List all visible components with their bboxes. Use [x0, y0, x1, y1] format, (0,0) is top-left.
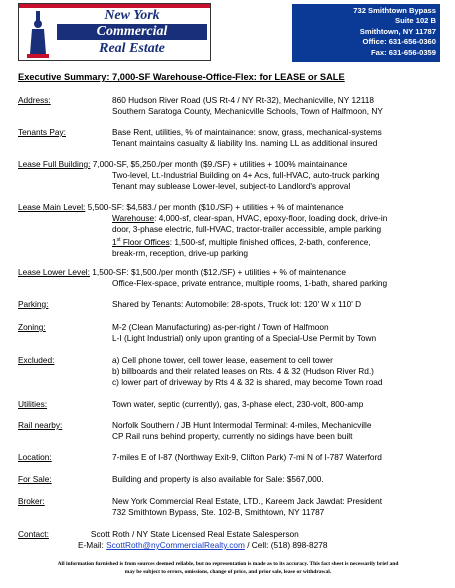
location-line: 7-miles E of I-87 (Northway Exit-9, Clifton Park) 7-mi N of I-787 Waterford: [112, 452, 382, 462]
office-street: 732 Smithtown Bypass: [353, 6, 436, 15]
office-fax: Fax: 631-656-0359: [370, 47, 436, 57]
office-city: Smithtown, NY 11787: [359, 26, 436, 36]
lease-full-terms: 7,000-SF, $5,250./per month ($9./SF) + utilities + 100% maintainance: [92, 159, 348, 169]
logo-line-1: New York: [104, 8, 160, 23]
contact-person: Scott Roth / NY State Licensed Real Estate Salesperson: [90, 529, 299, 539]
location-label: Location:: [18, 452, 52, 462]
for-sale-line: Building and property is also available for Sale: $567,000.: [112, 474, 324, 484]
statue-of-liberty-icon: [23, 10, 53, 58]
broker-label: Broker:: [18, 496, 45, 506]
page-title: [18, 72, 438, 82]
excluded-label: Excluded:: [18, 355, 55, 365]
email-prefix: E-Mail:: [78, 540, 107, 550]
address-line: 860 Hudson River Road (US Rt-4 / NY Rt-32), Mechanicville, NY 12118: [112, 95, 374, 105]
parking-label: Parking:: [18, 299, 49, 309]
lease-main-terms: 5,500-SF: $4,583./ per month ($10./SF) + utilities + % of maintenance: [87, 202, 344, 212]
zoning-line: M-2 (Clean Manufacturing) as-per-right / Town of Halfmoon: [112, 322, 329, 332]
title-prefix: Executive Summary:: [18, 72, 113, 82]
zoning-label: Zoning:: [18, 322, 46, 332]
office-floor-text: : 1,500-sf, multiple finished offices, 2-bath, conference,: [169, 236, 371, 247]
lease-full-line: Tenant may sublease Lower-level, subject-to Landlord's approval: [112, 181, 351, 191]
tenants-pay-line: Tenant maintains casualty & liability Ins. naming LL as additional insured: [112, 138, 378, 148]
lease-full-label: Lease Full Building:: [18, 159, 91, 169]
broker-line: 732 Smithtown Bypass, Ste. 102-B, Smithtown, NY 11787: [112, 507, 325, 517]
lease-lower-label: Lease Lower Level:: [18, 267, 90, 277]
warehouse-label: Warehouse: [112, 213, 155, 223]
letterhead: [0, 0, 455, 62]
disclaimer-line: All information furnished is from sources deemed reliable, but no representation is made as to its accuracy. This fact sheet is necessarily brief and: [57, 561, 399, 567]
contact-label: Contact:: [18, 529, 49, 539]
logo-line-3: Real Estate: [99, 41, 165, 56]
rail-line: Norfolk Southern / JB Hunt Intermodal Terminal: 4-miles, Mechanicville: [112, 420, 372, 430]
office-floor-label: 1st Floor Offices: [112, 236, 170, 247]
lease-main-line: door, 3-phase electric, full-HVAC, tractor-trailer accessible, ample parking: [112, 224, 382, 234]
lease-lower-terms: 1,500-SF: $1,500./per month ($12./SF) + utilities + % of maintenance: [92, 267, 346, 277]
lease-main-label: Lease Main Level:: [18, 202, 86, 212]
address-label: Address:: [18, 95, 51, 105]
utilities-line: Town water, septic (currently), gas, 3-phase elect, 230-volt, 800-amp: [112, 399, 364, 409]
company-logo: [18, 3, 211, 61]
excluded-item: b) billboards and their related leases on Rts. 4 & 32 (Hudson River Rd.): [112, 366, 374, 376]
address-line: Southern Saratoga County, Mechanicville Schools, Town of Halfmoon, NY: [112, 106, 383, 116]
lease-lower-line: Office-Flex-space, private entrance, multiple rooms, 1-bath, shared parking: [112, 278, 388, 288]
title-text: 7,000-SF Warehouse-Office-Flex: for LEASE or SALE: [112, 72, 345, 82]
lease-main-line: break-rm, reception, drive-up parking: [112, 247, 249, 258]
logo-line-2: Commercial: [57, 24, 207, 40]
excluded-item: a) Cell phone tower, cell tower lease, easement to cell tower: [112, 355, 333, 365]
for-sale-label: For Sale:: [18, 474, 52, 484]
contact-phone: / Cell: (518) 898-8278: [244, 540, 328, 550]
lease-full-line: Two-level, Lt.-Industrial Building on 4+ Acs, full-HVAC, auto-truck parking: [112, 170, 380, 180]
office-contact-box: [292, 4, 440, 62]
warehouse-text: : 4,000-sf, clear-span, HVAC, epoxy-floor, loading dock, drive-in: [154, 213, 388, 223]
broker-line: New York Commercial Real Estate, LTD., Kareem Jack Jawdat: President: [112, 496, 383, 506]
rail-label: Rail nearby:: [18, 420, 63, 430]
disclaimer-line: may be subject to errors, omissions, change of price, and prior sale, lease or withdrawal.: [124, 569, 332, 575]
tenants-pay-label: Tenants Pay:: [18, 127, 66, 137]
email-link[interactable]: ScottRoth@nyCommercialRealty.com: [106, 540, 245, 550]
rail-line: CP Rail runs behind property, currently no sidings have been built: [112, 431, 353, 441]
office-phone: Office: 631-656-0360: [362, 37, 436, 47]
zoning-line: L-I (Light Industrial) only upon granting of a Special-Use Permit by Town: [112, 333, 377, 343]
utilities-label: Utilities:: [18, 399, 48, 409]
excluded-item: c) lower part of driveway by Rts 4 & 32 is shared, may become Town road: [112, 377, 383, 387]
parking-line: Shared by Tenants: Automobile: 28-spots, Truck lot: 120' W x 110' D: [112, 299, 362, 309]
tenants-pay-line: Base Rent, utilities, % of maintainance: snow, grass, mechanical-systems: [112, 127, 382, 137]
disclaimer: [14, 560, 442, 576]
office-suite: Suite 102 B: [395, 16, 436, 26]
